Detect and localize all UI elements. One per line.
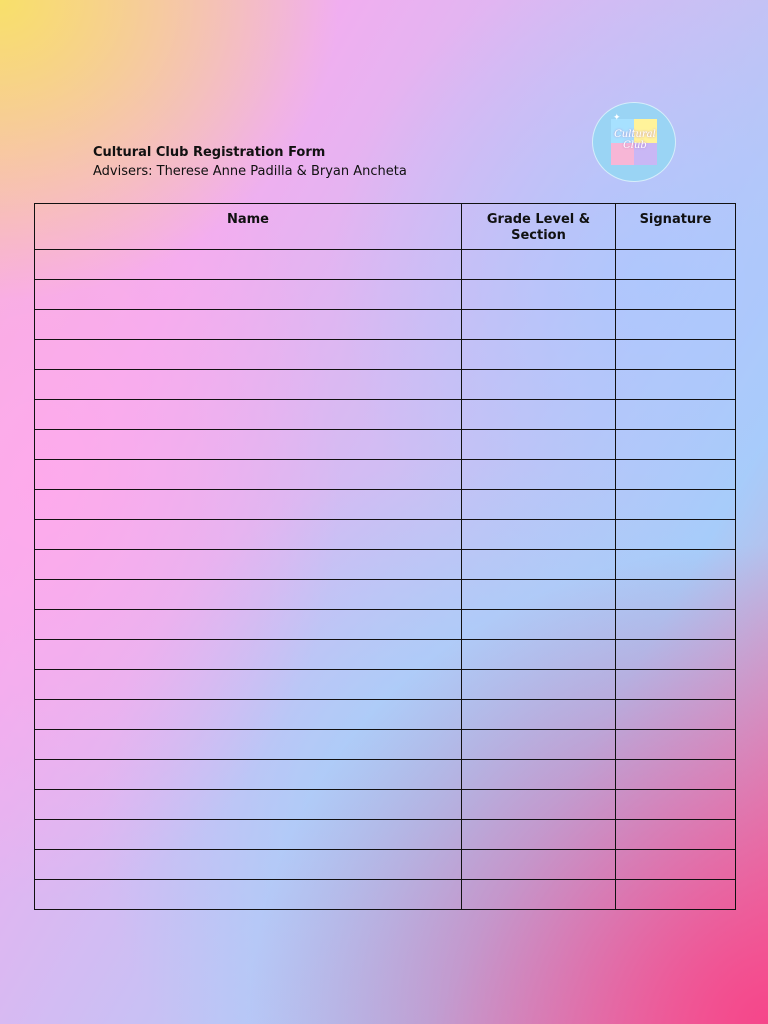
grade-cell[interactable]: [462, 400, 616, 430]
name-cell[interactable]: [35, 880, 462, 910]
grade-cell[interactable]: [462, 340, 616, 370]
signature-cell[interactable]: [616, 670, 736, 700]
grade-cell[interactable]: [462, 430, 616, 460]
signature-cell[interactable]: [616, 400, 736, 430]
grade-cell[interactable]: [462, 670, 616, 700]
table-row: [35, 310, 736, 340]
grade-cell[interactable]: [462, 820, 616, 850]
table-body: [35, 250, 736, 910]
table-row: [35, 490, 736, 520]
name-cell[interactable]: [35, 550, 462, 580]
table-row: [35, 460, 736, 490]
name-cell[interactable]: [35, 670, 462, 700]
name-cell[interactable]: [35, 280, 462, 310]
signature-cell[interactable]: [616, 250, 736, 280]
signature-cell[interactable]: [616, 580, 736, 610]
grade-cell[interactable]: [462, 550, 616, 580]
table-row: [35, 520, 736, 550]
grade-cell[interactable]: [462, 850, 616, 880]
signature-cell[interactable]: [616, 280, 736, 310]
signature-cell[interactable]: [616, 730, 736, 760]
signature-cell[interactable]: [616, 700, 736, 730]
form-title: Cultural Club Registration Form: [93, 145, 326, 160]
grade-cell[interactable]: [462, 250, 616, 280]
grade-cell[interactable]: [462, 490, 616, 520]
table-row: [35, 790, 736, 820]
signature-cell[interactable]: [616, 610, 736, 640]
table-row: [35, 370, 736, 400]
name-cell[interactable]: [35, 520, 462, 550]
name-cell[interactable]: [35, 610, 462, 640]
grade-cell[interactable]: [462, 640, 616, 670]
signature-cell[interactable]: [616, 460, 736, 490]
name-cell[interactable]: [35, 760, 462, 790]
signature-cell[interactable]: [616, 430, 736, 460]
grade-cell[interactable]: [462, 880, 616, 910]
table-header-row: [35, 204, 736, 250]
grade-cell[interactable]: [462, 310, 616, 340]
name-cell[interactable]: [35, 400, 462, 430]
name-cell[interactable]: [35, 340, 462, 370]
name-cell[interactable]: [35, 700, 462, 730]
name-cell[interactable]: [35, 730, 462, 760]
grade-cell[interactable]: [462, 460, 616, 490]
grade-cell[interactable]: [462, 280, 616, 310]
name-cell[interactable]: [35, 580, 462, 610]
grade-cell[interactable]: [462, 790, 616, 820]
name-cell[interactable]: [35, 430, 462, 460]
table-row: [35, 670, 736, 700]
signature-cell[interactable]: [616, 640, 736, 670]
name-cell[interactable]: [35, 310, 462, 340]
name-cell[interactable]: [35, 820, 462, 850]
signature-cell[interactable]: [616, 490, 736, 520]
column-header-name: Name: [35, 204, 462, 250]
column-header-grade: Grade Level & Section: [462, 204, 616, 250]
name-cell[interactable]: [35, 370, 462, 400]
name-cell[interactable]: [35, 790, 462, 820]
name-cell[interactable]: [35, 640, 462, 670]
cultural-club-logo: [592, 102, 676, 182]
signature-cell[interactable]: [616, 370, 736, 400]
name-cell[interactable]: [35, 460, 462, 490]
table-row: [35, 820, 736, 850]
signature-cell[interactable]: [616, 850, 736, 880]
table-row: [35, 580, 736, 610]
table-row: [35, 700, 736, 730]
column-header-signature: Signature: [616, 204, 736, 250]
signature-cell[interactable]: [616, 880, 736, 910]
signature-cell[interactable]: [616, 340, 736, 370]
table-row: [35, 400, 736, 430]
registration-table: [34, 203, 736, 910]
grade-cell[interactable]: [462, 580, 616, 610]
table-row: [35, 850, 736, 880]
name-cell[interactable]: [35, 490, 462, 520]
grade-cell[interactable]: [462, 370, 616, 400]
table-row: [35, 430, 736, 460]
name-cell[interactable]: [35, 250, 462, 280]
sparkle-icon: ✦: [613, 113, 621, 123]
signature-cell[interactable]: [616, 520, 736, 550]
signature-cell[interactable]: [616, 310, 736, 340]
table-row: [35, 250, 736, 280]
signature-cell[interactable]: [616, 760, 736, 790]
grade-cell[interactable]: [462, 520, 616, 550]
table-row: [35, 550, 736, 580]
table-row: [35, 280, 736, 310]
advisers-line: Advisers: Therese Anne Padilla & Bryan Ancheta: [93, 164, 407, 179]
table-row: [35, 730, 736, 760]
signature-cell[interactable]: [616, 550, 736, 580]
logo-text: Cultural Club: [614, 129, 656, 151]
table-row: [35, 640, 736, 670]
grade-cell[interactable]: [462, 760, 616, 790]
grade-cell[interactable]: [462, 610, 616, 640]
table-row: [35, 760, 736, 790]
table-row: [35, 340, 736, 370]
grade-cell[interactable]: [462, 730, 616, 760]
form-header: [93, 144, 407, 182]
grade-cell[interactable]: [462, 700, 616, 730]
table-row: [35, 880, 736, 910]
table-row: [35, 610, 736, 640]
signature-cell[interactable]: [616, 790, 736, 820]
signature-cell[interactable]: [616, 820, 736, 850]
name-cell[interactable]: [35, 850, 462, 880]
